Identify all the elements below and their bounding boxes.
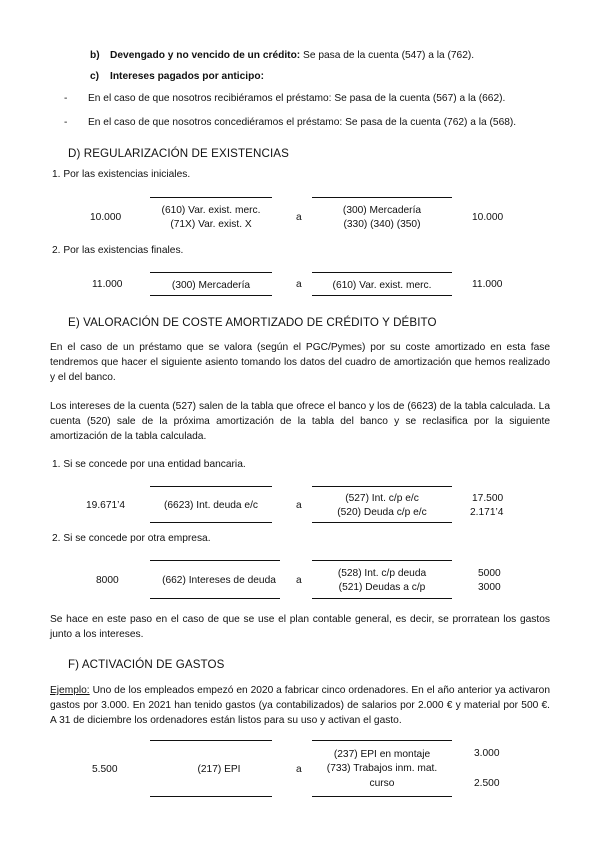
f-credit-line-3: curso	[369, 778, 395, 789]
section-e-para-1: En el caso de un préstamo que se valora (según el PGC/Pymes) por su coste amortizado en esta fase tendremos que hacer el siguiente asiento tomando los datos del cuadro de amortización que hemos realizado y el del banco.	[50, 342, 550, 383]
credit-rule	[312, 197, 452, 198]
debit-rule-bottom	[150, 796, 272, 797]
e1-debit-account: (6623) Int. deuda e/c	[163, 500, 258, 511]
e1-credit-amount-1: 17.500	[472, 493, 504, 504]
debit-rule-bottom	[150, 598, 280, 599]
d1-debit-amount: 10.000	[90, 212, 122, 223]
debit-rule	[150, 486, 272, 487]
f-credit-amount-1: 3.000	[474, 748, 500, 759]
d2-a: a	[296, 279, 302, 290]
e1-credit-line-2: (520) Deuda c/p e/c	[337, 507, 427, 518]
f-credit-line-1: (237) EPI en montaje	[333, 749, 431, 760]
credit-rule	[312, 560, 452, 561]
debit-rule	[150, 560, 280, 561]
d1-credit-line-2: (330) (340) (350)	[343, 219, 421, 230]
e2-credit-line-1: (528) Int. c/p deuda	[337, 568, 427, 579]
debit-rule	[150, 197, 272, 198]
credit-rule-bottom	[312, 598, 452, 599]
section-d-item-1: 1. Por las existencias iniciales.	[52, 169, 191, 180]
e1-debit-amount: 19.671’4	[86, 500, 126, 511]
item-c-label: c)	[90, 71, 100, 82]
e2-debit-amount: 8000	[96, 575, 119, 586]
item-b	[110, 50, 474, 61]
item-b-bold: Devengado y no vencido de un crédito:	[110, 50, 301, 61]
section-d-item-2: 2. Por las existencias finales.	[52, 245, 184, 256]
e1-credit-line-1: (527) Int. c/p e/c	[345, 493, 419, 504]
d2-debit-account: (300) Mercadería	[171, 280, 251, 291]
item-b-text: Se pasa de la cuenta (547) a la (762).	[303, 50, 475, 61]
d1-a: a	[296, 212, 302, 223]
debit-rule	[150, 272, 272, 273]
section-e-item-2: 2. Si se concede por otra empresa.	[52, 533, 211, 544]
d2-debit-amount: 11.000	[92, 279, 123, 290]
credit-rule	[312, 486, 452, 487]
section-e-para-3: Se hace en este paso en el caso de que se use el plan contable general, es decir, se prorratean los gastos junto a los intereses.	[50, 614, 550, 640]
f-debit-amount: 5.500	[92, 764, 118, 775]
credit-rule	[312, 740, 452, 741]
section-f-title: F) ACTIVACIÓN DE GASTOS	[68, 658, 225, 671]
section-e-item-1: 1. Si se concede por una entidad bancaria.	[52, 459, 246, 470]
bullet-1: En el caso de que nosotros recibiéramos el préstamo: Se pasa de la cuenta (567) a la (662).	[88, 93, 506, 104]
e2-a: a	[296, 575, 302, 586]
f-a: a	[296, 764, 302, 775]
example-label: Ejemplo:	[50, 685, 90, 696]
d2-credit-amount: 11.000	[472, 279, 503, 290]
f-credit-amount-2: 2.500	[474, 778, 500, 789]
e1-a: a	[296, 500, 302, 511]
section-e-para-2: Los intereses de la cuenta (527) salen de la tabla que ofrece el banco y los de (6623) de la tabla calculada. La cuenta (520) sale de la próxima amortización de la tabla del banco y se reclasifica por la siguiente amortización de la tabla calculada.	[50, 401, 550, 442]
d1-credit-line-1: (300) Mercadería	[342, 205, 422, 216]
item-b-label: b)	[90, 50, 100, 61]
dash-2: -	[64, 117, 68, 128]
debit-rule-bottom	[150, 522, 272, 523]
d2-credit-account: (610) Var. exist. merc.	[332, 280, 432, 291]
credit-rule	[312, 272, 452, 273]
debit-rule	[150, 740, 272, 741]
section-e-title: E) VALORACIÓN DE COSTE AMORTIZADO DE CRÉDITO Y DÉBITO	[68, 316, 437, 329]
section-d-title: D) REGULARIZACIÓN DE EXISTENCIAS	[68, 147, 289, 160]
f-credit-line-2: (733) Trabajos inm. mat.	[326, 763, 438, 774]
e2-credit-amount-2: 3000	[478, 582, 501, 593]
section-f-example	[50, 683, 550, 728]
item-c-bold: Intereses pagados por anticipo:	[110, 71, 264, 82]
bullet-2: En el caso de que nosotros concediéramos el préstamo: Se pasa de la cuenta (762) a la (568).	[88, 117, 517, 128]
d1-debit-line-2: (71X) Var. exist. X	[170, 219, 252, 230]
f-debit-account: (217) EPI	[197, 764, 241, 775]
credit-rule-bottom	[312, 295, 452, 296]
debit-rule-bottom	[150, 295, 272, 296]
e2-credit-line-2: (521) Deudas a c/p	[338, 582, 426, 593]
credit-rule-bottom	[312, 522, 452, 523]
e2-debit-account: (662) Intereses de deuda	[162, 575, 276, 586]
dash-1: -	[64, 93, 68, 104]
e1-credit-amount-2: 2.171’4	[470, 507, 504, 518]
credit-rule-bottom	[312, 796, 452, 797]
d1-credit-amount: 10.000	[472, 212, 504, 223]
d1-debit-line-1: (610) Var. exist. merc.	[161, 205, 261, 216]
example-text: Uno de los empleados empezó en 2020 a fabricar cinco ordenadores. En el año anterior ya activaron gastos por 3.000. En 2021 han tenido gastos (ya contabilizados) de salarios por 2.000 € y material por 500 €. A 31 de diciembre los ordenadores están listos para su uso y activan el gasto.	[50, 685, 550, 726]
e2-credit-amount-1: 5000	[478, 568, 501, 579]
